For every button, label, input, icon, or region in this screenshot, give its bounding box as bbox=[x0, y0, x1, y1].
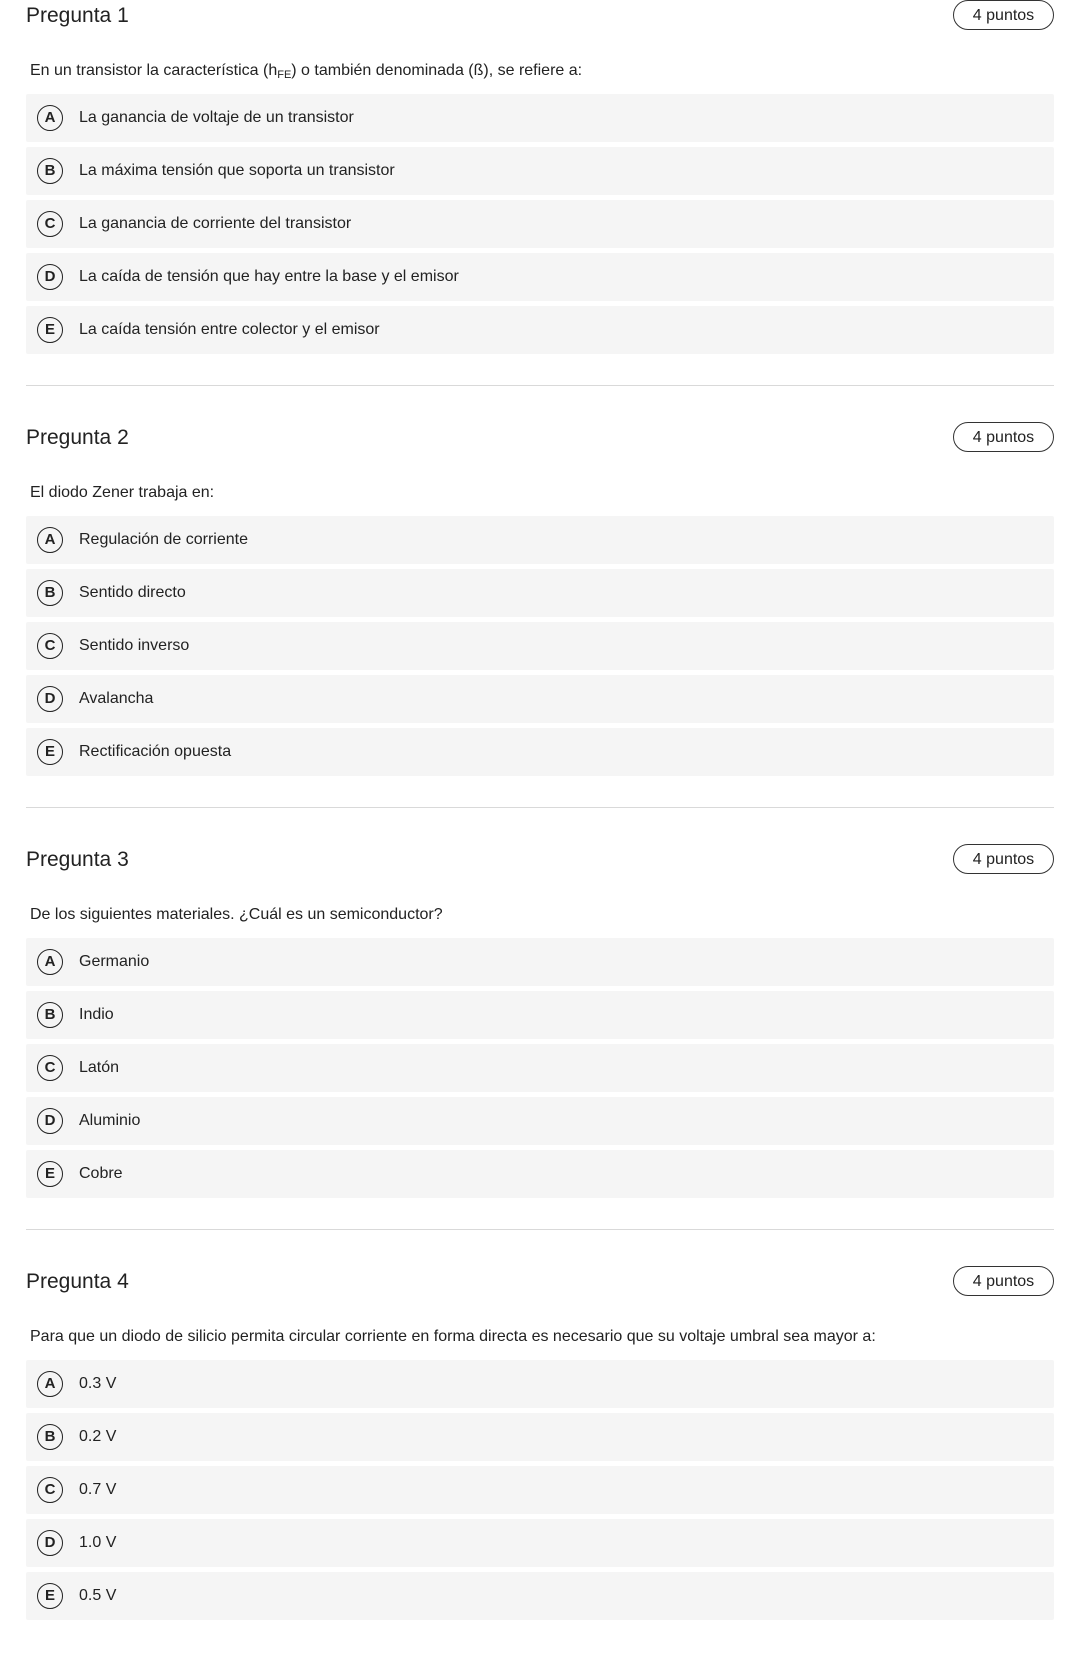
question-4 bbox=[26, 1268, 1054, 1604]
option-d[interactable] bbox=[26, 253, 1054, 301]
option-c[interactable] bbox=[26, 622, 1054, 670]
options-list bbox=[26, 938, 1054, 1203]
question-text: Para que un diodo de silicio permita circular corriente en forma directa es necesario que su voltaje umbral sea mayor a: bbox=[30, 1328, 876, 1345]
option-text: La máxima tensión que soporta un transistor bbox=[79, 162, 395, 179]
question-3 bbox=[26, 846, 1054, 1182]
question-text-subscript: FE bbox=[277, 69, 292, 81]
option-letter: E bbox=[37, 1161, 63, 1187]
question-text-part: ) o también denominada (ß), se refiere a: bbox=[291, 62, 583, 79]
option-text: La ganancia de voltaje de un transistor bbox=[79, 109, 354, 126]
option-letter: E bbox=[37, 317, 63, 343]
option-text: Cobre bbox=[79, 1165, 123, 1182]
points-badge: 4 puntos bbox=[953, 422, 1054, 452]
option-text: 0.2 V bbox=[79, 1428, 117, 1445]
option-text: La caída de tensión que hay entre la base y el emisor bbox=[79, 268, 459, 285]
option-text: Sentido directo bbox=[79, 584, 186, 601]
option-letter: B bbox=[37, 158, 63, 184]
option-e[interactable] bbox=[26, 728, 1054, 776]
option-e[interactable] bbox=[26, 306, 1054, 354]
option-text: 0.3 V bbox=[79, 1375, 117, 1392]
option-a[interactable] bbox=[26, 94, 1054, 142]
option-letter: A bbox=[37, 1371, 63, 1397]
option-letter: D bbox=[37, 1530, 63, 1556]
option-c[interactable] bbox=[26, 1044, 1054, 1092]
question-title: Pregunta 2 bbox=[26, 426, 129, 449]
option-text: 0.5 V bbox=[79, 1587, 117, 1604]
option-text: Latón bbox=[79, 1059, 120, 1076]
option-text: Germanio bbox=[79, 953, 150, 970]
option-a[interactable] bbox=[26, 1360, 1054, 1408]
question-text-part: En un transistor la característica (h bbox=[30, 62, 278, 79]
option-d[interactable] bbox=[26, 675, 1054, 723]
option-b[interactable] bbox=[26, 991, 1054, 1039]
points-badge: 4 puntos bbox=[953, 0, 1054, 30]
question-title: Pregunta 1 bbox=[26, 4, 129, 27]
option-letter: C bbox=[37, 1477, 63, 1503]
option-b[interactable] bbox=[26, 1413, 1054, 1461]
option-b[interactable] bbox=[26, 147, 1054, 195]
question-2 bbox=[26, 424, 1054, 760]
option-letter: D bbox=[37, 1108, 63, 1134]
option-text: La ganancia de corriente del transistor bbox=[79, 215, 352, 232]
option-letter: A bbox=[37, 527, 63, 553]
option-letter: C bbox=[37, 633, 63, 659]
option-text: Avalancha bbox=[79, 690, 154, 707]
options-list bbox=[26, 516, 1054, 781]
section-divider bbox=[26, 385, 1054, 386]
option-c[interactable] bbox=[26, 200, 1054, 248]
option-letter: C bbox=[37, 211, 63, 237]
options-list bbox=[26, 94, 1054, 359]
option-text: La caída tensión entre colector y el emisor bbox=[79, 321, 380, 338]
option-d[interactable] bbox=[26, 1097, 1054, 1145]
option-letter: E bbox=[37, 1583, 63, 1609]
question-header bbox=[26, 2, 1054, 36]
option-text: Aluminio bbox=[79, 1112, 141, 1129]
question-header bbox=[26, 1268, 1054, 1302]
option-letter: B bbox=[37, 1002, 63, 1028]
option-letter: D bbox=[37, 264, 63, 290]
option-text: Regulación de corriente bbox=[79, 531, 248, 548]
question-text: De los siguientes materiales. ¿Cuál es un semiconductor? bbox=[30, 906, 443, 923]
section-divider bbox=[26, 807, 1054, 808]
option-d[interactable] bbox=[26, 1519, 1054, 1567]
question-header bbox=[26, 424, 1054, 458]
option-e[interactable] bbox=[26, 1150, 1054, 1198]
points-badge: 4 puntos bbox=[953, 1266, 1054, 1296]
option-letter: E bbox=[37, 739, 63, 765]
option-text: 0.7 V bbox=[79, 1481, 117, 1498]
question-text: El diodo Zener trabaja en: bbox=[30, 484, 215, 501]
section-divider bbox=[26, 1229, 1054, 1230]
option-text: Rectificación opuesta bbox=[79, 743, 232, 760]
options-list bbox=[26, 1360, 1054, 1625]
question-text bbox=[30, 60, 582, 86]
question-title: Pregunta 3 bbox=[26, 848, 129, 871]
option-a[interactable] bbox=[26, 516, 1054, 564]
option-a[interactable] bbox=[26, 938, 1054, 986]
option-letter: C bbox=[37, 1055, 63, 1081]
option-e[interactable] bbox=[26, 1572, 1054, 1620]
option-text: Indio bbox=[79, 1006, 114, 1023]
option-letter: B bbox=[37, 580, 63, 606]
question-header bbox=[26, 846, 1054, 880]
option-letter: A bbox=[37, 105, 63, 131]
option-text: 1.0 V bbox=[79, 1534, 117, 1551]
option-b[interactable] bbox=[26, 569, 1054, 617]
points-badge: 4 puntos bbox=[953, 844, 1054, 874]
option-letter: A bbox=[37, 949, 63, 975]
option-letter: B bbox=[37, 1424, 63, 1450]
question-1 bbox=[26, 2, 1054, 338]
option-c[interactable] bbox=[26, 1466, 1054, 1514]
question-title: Pregunta 4 bbox=[26, 1270, 129, 1293]
option-letter: D bbox=[37, 686, 63, 712]
option-text: Sentido inverso bbox=[79, 637, 190, 654]
